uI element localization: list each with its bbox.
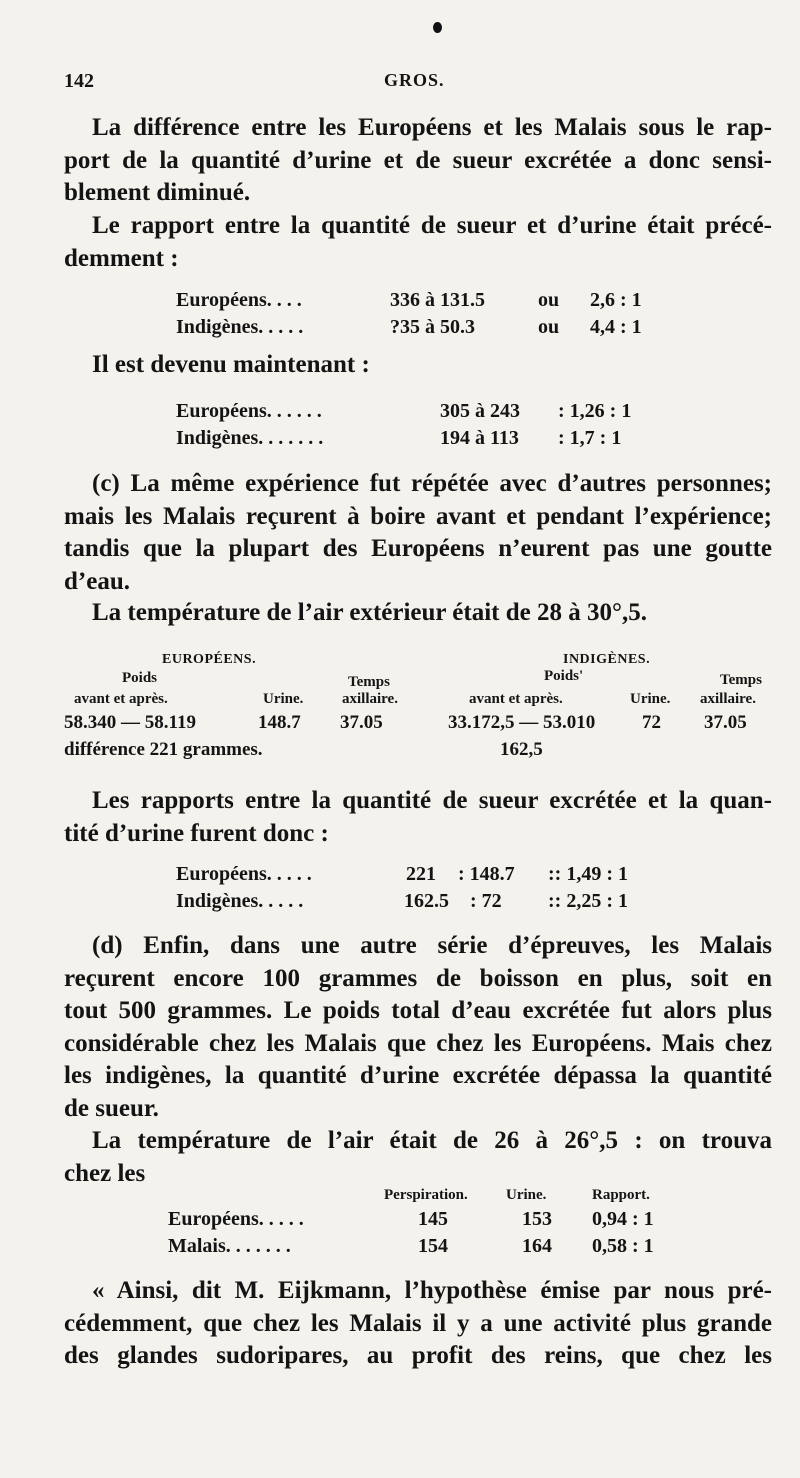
- text-line: La différence entre les Européens et les Malais sous le rap-: [92, 114, 772, 141]
- table-label: Européens. . . . . .: [176, 400, 322, 422]
- text-line: de sueur.: [64, 1094, 159, 1122]
- text-line: (c) La même expérience fut répétée avec d’autres personnes;: [92, 470, 772, 497]
- text-line: chez les: [64, 1159, 146, 1187]
- table-value: : 1,26 : 1: [558, 400, 632, 422]
- table-value: 0,58 : 1: [592, 1235, 654, 1257]
- col-header: Rapport.: [592, 1187, 650, 1203]
- page-number: 142: [64, 70, 94, 92]
- table-value: 154: [418, 1235, 448, 1257]
- col-header: Poids': [544, 668, 584, 684]
- text-line: La température de l’air extérieur était de 28 à 30°,5.: [92, 599, 647, 626]
- group-header-europeens: EUROPÉENS.: [162, 652, 257, 667]
- text-line: reçurent encore 100 grammes de boisson en plus, soit en: [64, 964, 772, 992]
- paragraph-6: [64, 785, 772, 850]
- col-header: Urine.: [506, 1187, 547, 1203]
- table-label: Indigènes. . . . .: [176, 890, 304, 912]
- table-value: :: 1,49 : 1: [548, 863, 628, 885]
- paragraph-4: [64, 468, 772, 598]
- table-value: 153: [522, 1208, 552, 1230]
- text-line: tout 500 grammes. Le poids total d’eau excrétée fut alors plus: [64, 997, 772, 1024]
- col-header: axillaire.: [700, 691, 756, 707]
- paragraph-8: [64, 1125, 772, 1190]
- text-line: Le rapport entre la quantité de sueur et d’urine était précé-: [92, 212, 772, 239]
- table-value: : 148.7: [458, 863, 515, 885]
- text-line: (d) Enfin, dans une autre série d’épreuves, les Malais: [92, 932, 772, 959]
- table-value: 221: [406, 863, 436, 885]
- text-line: Les rapports entre la quantité de sueur excrétée et la quan-: [92, 787, 772, 814]
- text-line: tandis que la plupart des Européens n’eurent pas une goutte: [64, 535, 772, 562]
- table-value: 145: [418, 1208, 448, 1230]
- text-line: « Ainsi, dit M. Eijkmann, l’hypothèse émise par nous pré-: [92, 1277, 772, 1304]
- col-header: Urine.: [263, 691, 304, 707]
- text-line: des glandes sudoripares, au profit des reins, que chez les: [64, 1342, 772, 1369]
- table-value: 305 à 243: [440, 400, 520, 422]
- table-value: 336 à 131.5: [390, 289, 485, 311]
- col-header: Perspiration.: [384, 1187, 468, 1203]
- table-value: 2,6 : 1: [590, 289, 642, 311]
- col-header: Temps: [720, 672, 762, 688]
- table-label: Européens. . . . .: [168, 1208, 304, 1230]
- table-value: 37.05: [704, 712, 747, 733]
- paragraph-7: [64, 930, 772, 1125]
- table-value: 164: [522, 1235, 552, 1257]
- text-line: considérable chez les Malais que chez les Européens. Mais chez: [64, 1029, 772, 1057]
- text-line: La température de l’air était de 26 à 26°,5 : on trouva: [92, 1127, 772, 1154]
- text-line: d’eau.: [64, 567, 130, 595]
- table-value: 58.340 — 58.119: [64, 712, 196, 733]
- table-value: 4,4 : 1: [590, 316, 642, 338]
- table-value: : 72: [470, 890, 502, 912]
- table-value: 37.05: [340, 712, 383, 733]
- text-line: Il est devenu maintenant :: [92, 351, 370, 378]
- col-header: axillaire.: [342, 691, 398, 707]
- text-line: cédemment, que chez les Malais il y a une activité plus grande: [64, 1309, 772, 1337]
- table-value: : 1,7 : 1: [558, 427, 622, 449]
- table-value: 0,94 : 1: [592, 1208, 654, 1230]
- ink-dot: [433, 22, 442, 33]
- text-line: les indigènes, la quantité d’urine excrétée dépassa la quantité: [64, 1062, 772, 1089]
- table-value: ?35 à 50.3: [390, 316, 475, 338]
- table-value: 162,5: [500, 739, 543, 760]
- col-header: avant et après.: [469, 691, 563, 707]
- paragraph-2: [64, 210, 772, 275]
- col-header: avant et après.: [74, 691, 168, 707]
- text-line: blement diminué.: [64, 179, 251, 206]
- table-label: Malais. . . . . . .: [168, 1235, 291, 1257]
- table-value: ou: [538, 289, 560, 311]
- col-header: Temps: [348, 674, 390, 690]
- text-line: port de la quantité d’urine et de sueur excrétée a donc sensi-: [64, 146, 772, 174]
- table-label: Indigènes. . . . . . .: [176, 427, 324, 449]
- table-value: :: 2,25 : 1: [548, 890, 628, 912]
- text-line: demment :: [64, 244, 179, 272]
- paragraph-3: [64, 349, 800, 382]
- text-line: mais les Malais reçurent à boire avant et pendant l’expérience;: [64, 502, 772, 530]
- running-title: GROS.: [384, 70, 445, 90]
- table-value: 148.7: [258, 712, 301, 733]
- col-header: Poids: [122, 670, 158, 686]
- table-value: 33.172,5 — 53.010: [448, 712, 596, 733]
- table-value: 72: [642, 712, 661, 733]
- table-value: ou: [538, 316, 560, 338]
- paragraph-5: [64, 597, 800, 630]
- col-header: Urine.: [630, 691, 671, 707]
- paragraph-9: [64, 1275, 772, 1373]
- paragraph-1: [64, 112, 772, 210]
- table-label: Indigènes. . . . .: [176, 316, 304, 338]
- table-label: Européens. . . .: [176, 289, 302, 311]
- table-value: 162.5: [404, 890, 449, 912]
- table-value: différence 221 grammes.: [64, 739, 263, 760]
- table-label: Européens. . . . .: [176, 863, 312, 885]
- text-line: tité d’urine furent donc :: [64, 819, 329, 847]
- table-value: 194 à 113: [440, 427, 519, 449]
- group-header-indigenes: INDIGÈNES.: [563, 652, 651, 667]
